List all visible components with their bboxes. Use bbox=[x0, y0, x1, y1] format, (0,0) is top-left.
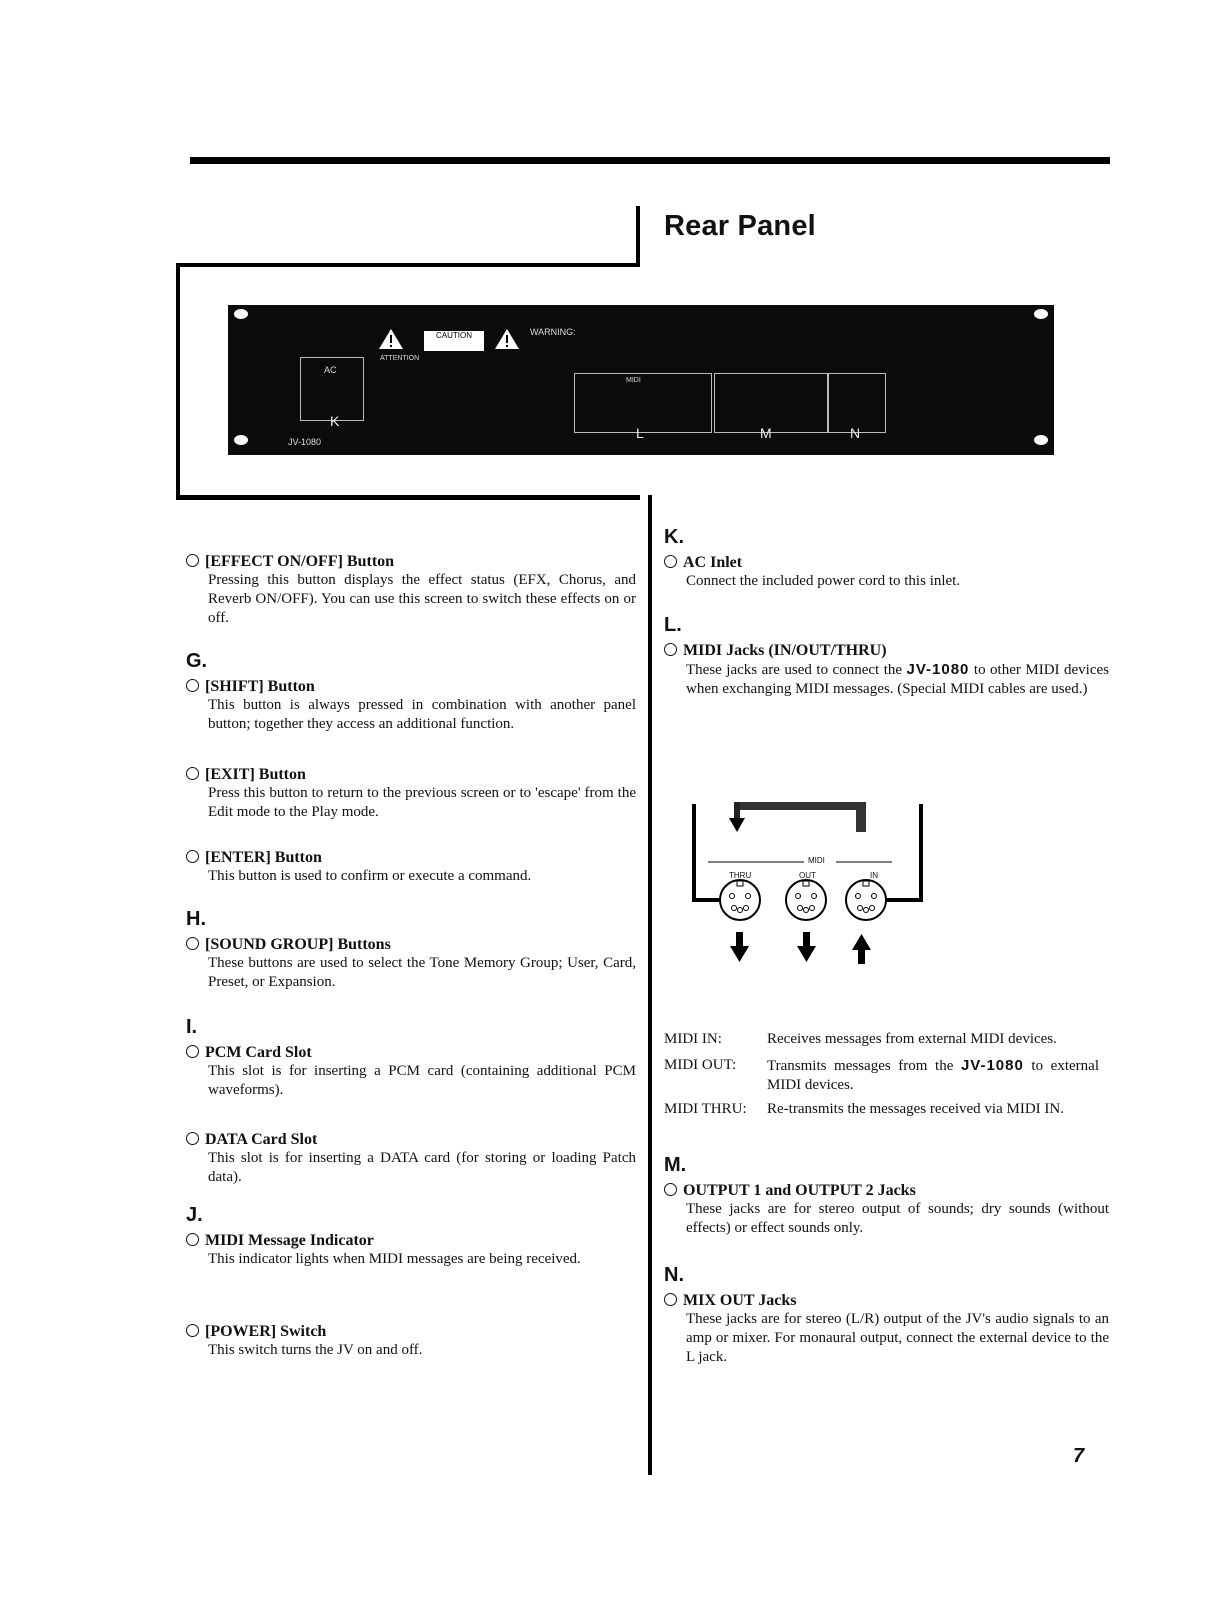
arrow-up-icon bbox=[852, 934, 871, 964]
callout-m: M bbox=[760, 425, 772, 441]
midi-thru-desc: Re-transmits the messages received via MIDI IN. bbox=[767, 1101, 1064, 1117]
data-card-heading: DATA Card Slot bbox=[186, 1130, 636, 1149]
circle-bullet-icon bbox=[664, 1183, 677, 1196]
diagram-in-label: IN bbox=[870, 871, 878, 880]
exit-body: Press this button to return to the previous screen or to 'escape' from the Edit mode to the Play mode. bbox=[208, 785, 636, 820]
output-body: These jacks are for stereo output of sounds; dry sounds (without effects) or effect sounds only. bbox=[686, 1201, 1109, 1236]
exit-section bbox=[186, 765, 636, 822]
midi-thru-term: MIDI THRU: bbox=[664, 1101, 747, 1117]
model-name: JV-1080 bbox=[960, 1057, 1024, 1074]
midi-jacks-body: These jacks are used to connect the JV-1080 to other MIDI devices when exchanging MIDI messages. (Special MIDI cables are used.) bbox=[686, 661, 1109, 697]
midi-out-jack-icon bbox=[786, 880, 826, 920]
sound-group-body: These buttons are used to select the Tone Memory Group; User, Card, Preset, or Expansion. bbox=[208, 955, 636, 990]
arrow-down-icon bbox=[730, 932, 749, 962]
enter-section bbox=[186, 848, 636, 886]
letter-n: N. bbox=[664, 1264, 684, 1286]
power-body: This switch turns the JV on and off. bbox=[208, 1342, 423, 1358]
letter-l: L. bbox=[664, 614, 682, 636]
effect-section bbox=[186, 552, 636, 628]
midi-in-definition bbox=[664, 1030, 1109, 1050]
circle-bullet-icon bbox=[186, 937, 199, 950]
data-card-section bbox=[186, 1130, 636, 1187]
pcm-heading: PCM Card Slot bbox=[186, 1043, 636, 1062]
model-label: JV-1080 bbox=[288, 437, 322, 447]
midi-in-jack-icon bbox=[846, 880, 886, 920]
midi-indicator-heading: MIDI Message Indicator bbox=[186, 1231, 636, 1250]
enter-heading: [ENTER] Button bbox=[186, 848, 636, 867]
shift-heading: [SHIFT] Button bbox=[186, 677, 636, 696]
section-j bbox=[186, 1206, 636, 1269]
circle-bullet-icon bbox=[186, 1045, 199, 1058]
circle-bullet-icon bbox=[186, 767, 199, 780]
ac-label: AC bbox=[324, 365, 337, 375]
letter-k: K. bbox=[664, 526, 684, 548]
letter-j: J. bbox=[186, 1204, 203, 1226]
section-i bbox=[186, 1018, 636, 1100]
circle-bullet-icon bbox=[186, 1233, 199, 1246]
diagram-thru-label: THRU bbox=[729, 871, 752, 880]
letter-g: G. bbox=[186, 650, 208, 672]
column-rule bbox=[648, 495, 652, 1475]
section-n bbox=[664, 1266, 1109, 1367]
mixout-heading: MIX OUT Jacks bbox=[664, 1291, 1109, 1310]
warning-triangle-icon bbox=[494, 327, 520, 351]
diagram-out-label: OUT bbox=[799, 871, 816, 880]
section-h bbox=[186, 910, 636, 992]
mixout-body: These jacks are for stereo (L/R) output of the JV's audio signals to an amp or mixer. For monaural output, connect the external device to the L jack. bbox=[686, 1311, 1109, 1365]
warning-triangle-icon bbox=[378, 327, 404, 351]
rack-hole bbox=[234, 435, 248, 445]
rack-hole bbox=[234, 309, 248, 319]
midi-out-definition bbox=[664, 1056, 1109, 1096]
frame-top-rule bbox=[176, 263, 640, 267]
callout-n: N bbox=[850, 425, 861, 441]
model-name: JV-1080 bbox=[906, 661, 970, 678]
shift-body: This button is always pressed in combination with another panel button; together they access an additional function. bbox=[208, 697, 636, 732]
circle-bullet-icon bbox=[186, 1324, 199, 1337]
pcm-body: This slot is for inserting a PCM card (containing additional PCM waveforms). bbox=[208, 1063, 636, 1098]
top-rule bbox=[190, 157, 1110, 164]
midi-jacks-heading: MIDI Jacks (IN/OUT/THRU) bbox=[664, 641, 1109, 660]
midi-out-term: MIDI OUT: bbox=[664, 1057, 737, 1073]
section-m bbox=[664, 1156, 1109, 1238]
mixout-jacks-outline bbox=[828, 373, 886, 433]
circle-bullet-icon bbox=[664, 1293, 677, 1306]
diagram-midi-label: MIDI bbox=[808, 856, 825, 865]
effect-heading: [EFFECT ON/OFF] Button bbox=[186, 552, 636, 571]
midi-connection-diagram bbox=[686, 796, 936, 976]
letter-h: H. bbox=[186, 908, 206, 930]
rack-hole bbox=[1034, 435, 1048, 445]
effect-body: Pressing this button displays the effect status (EFX, Chorus, and Reverb ON/OFF). You can use this screen to switch these effects on or off. bbox=[208, 572, 636, 626]
frame-left-rule bbox=[176, 263, 180, 499]
title-rule bbox=[636, 206, 640, 266]
midi-in-desc: Receives messages from external MIDI devices. bbox=[767, 1031, 1057, 1047]
page-title: Rear Panel bbox=[664, 210, 816, 242]
page-number: 7 bbox=[1073, 1445, 1085, 1467]
midi-thru-definition bbox=[664, 1100, 1109, 1140]
circle-bullet-icon bbox=[186, 679, 199, 692]
midi-indicator-body: This indicator lights when MIDI messages are being received. bbox=[208, 1251, 581, 1267]
caution-label: CAUTION bbox=[424, 331, 484, 351]
sound-group-heading: [SOUND GROUP] Buttons bbox=[186, 935, 636, 954]
exit-heading: [EXIT] Button bbox=[186, 765, 636, 784]
callout-k: K bbox=[330, 413, 340, 429]
circle-bullet-icon bbox=[664, 643, 677, 656]
midi-in-term: MIDI IN: bbox=[664, 1031, 722, 1047]
power-section bbox=[186, 1322, 636, 1360]
rear-panel-illustration bbox=[228, 305, 1054, 455]
section-k bbox=[664, 528, 1109, 591]
frame-bottom-rule bbox=[176, 495, 640, 500]
power-heading: [POWER] Switch bbox=[186, 1322, 636, 1341]
section-g bbox=[186, 652, 636, 734]
section-l bbox=[664, 616, 1109, 699]
circle-bullet-icon bbox=[186, 1132, 199, 1145]
midi-out-desc: Transmits messages from the JV-1080 to external MIDI devices. bbox=[767, 1057, 1099, 1093]
callout-l: L bbox=[636, 425, 644, 441]
midi-thru-jack-icon bbox=[720, 880, 760, 920]
output-heading: OUTPUT 1 and OUTPUT 2 Jacks bbox=[664, 1181, 1109, 1200]
rack-hole bbox=[1034, 309, 1048, 319]
data-card-body: This slot is for inserting a DATA card (for storing or loading Patch data). bbox=[208, 1150, 636, 1185]
midi-jacks-outline bbox=[574, 373, 712, 433]
circle-bullet-icon bbox=[186, 554, 199, 567]
arrow-down-icon bbox=[797, 932, 816, 962]
circle-bullet-icon bbox=[664, 555, 677, 568]
circle-bullet-icon bbox=[186, 850, 199, 863]
panel-midi-label: MIDI bbox=[626, 377, 641, 384]
letter-m: M. bbox=[664, 1154, 687, 1176]
ac-inlet-body: Connect the included power cord to this inlet. bbox=[686, 573, 961, 589]
ac-inlet-heading: AC Inlet bbox=[664, 553, 1109, 572]
output-jacks-outline bbox=[714, 373, 828, 433]
letter-i: I. bbox=[186, 1016, 198, 1038]
attention-text: ATTENTION bbox=[380, 355, 420, 362]
warning-text: WARNING: bbox=[530, 327, 576, 337]
enter-body: This button is used to confirm or execute a command. bbox=[208, 868, 532, 884]
